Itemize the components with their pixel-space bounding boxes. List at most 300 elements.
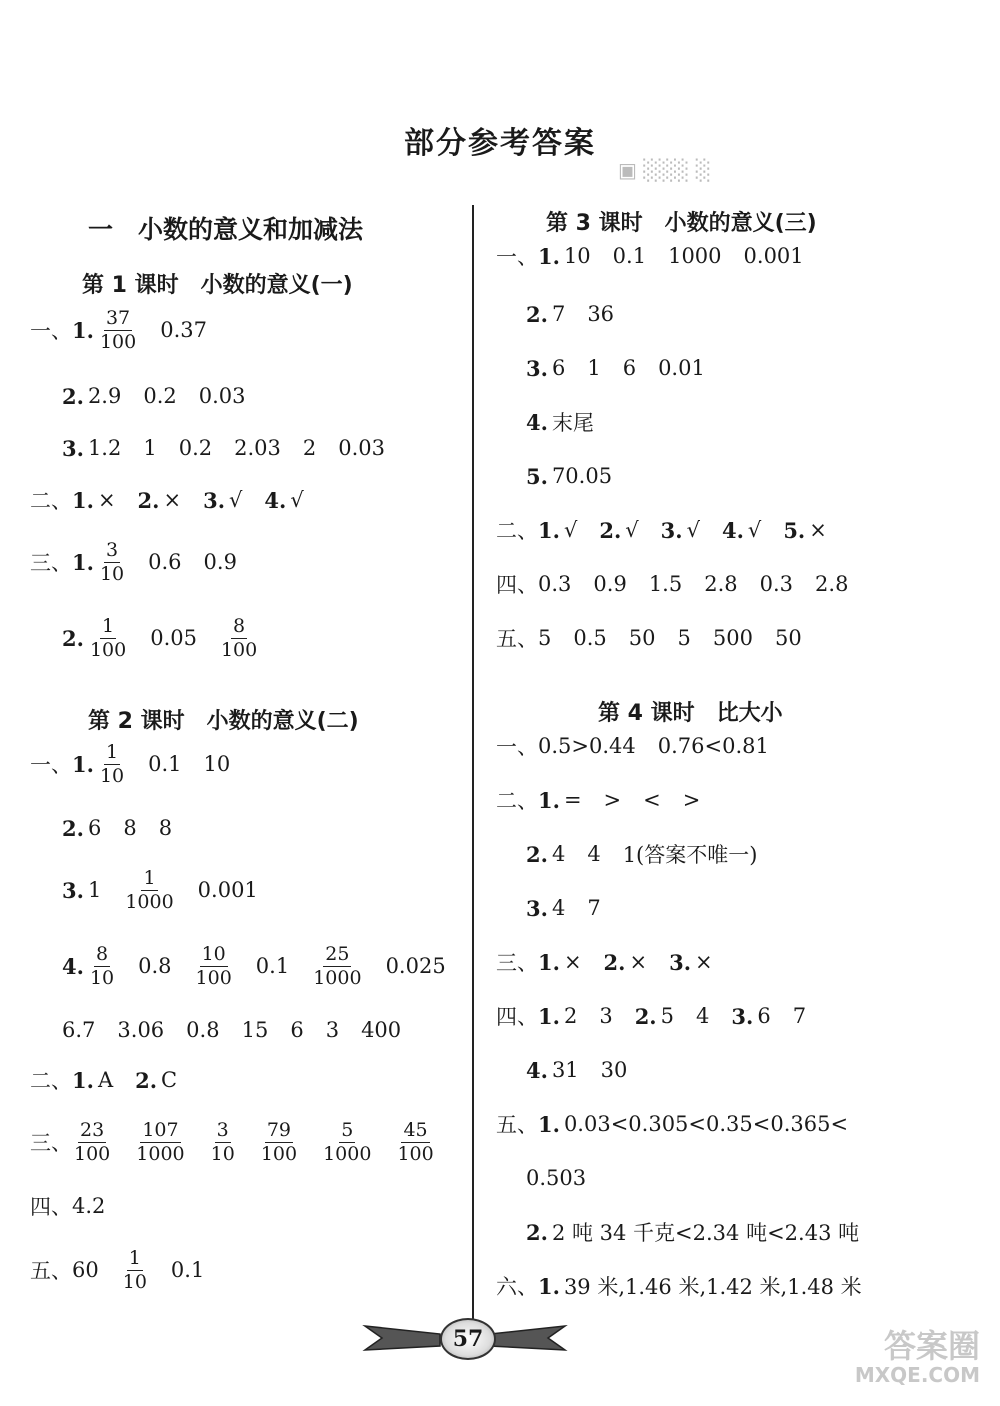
answer-line: [526, 824, 757, 884]
fraction: [98, 306, 138, 353]
answer-line: [496, 770, 700, 830]
answer-token: [526, 1166, 586, 1190]
answer-token: [121, 1246, 149, 1293]
answer-line: [496, 716, 769, 776]
fraction: [134, 1118, 186, 1165]
answer-line: [496, 608, 802, 668]
answer-token: [123, 816, 136, 840]
answer-token: [326, 1018, 339, 1042]
fraction-numerator: 23: [80, 1118, 105, 1141]
answer-value: =: [563, 788, 582, 812]
answer-value: 2.03: [234, 436, 281, 460]
answer-token: [775, 626, 802, 650]
answer-token: [783, 518, 827, 543]
answer-token: [661, 518, 700, 543]
answer-line: [30, 1050, 177, 1110]
answer-token: [601, 1058, 628, 1082]
answer-line: [62, 936, 446, 996]
answer-value: 60: [72, 1258, 99, 1282]
fraction: [123, 866, 175, 913]
question-number: 3.: [669, 949, 692, 975]
answer-value: 0.8: [138, 954, 172, 978]
answer-line: [30, 734, 230, 794]
lesson-1-heading: 第 1 课时 小数的意义(一): [82, 273, 353, 298]
answer-token: [731, 1004, 770, 1029]
answer-line: [30, 470, 304, 530]
answer-value: 0.03: [198, 384, 246, 408]
fraction-numerator: 1: [143, 866, 156, 889]
answer-token: [199, 384, 246, 408]
fraction-denominator: 10: [210, 1142, 235, 1165]
answer-token: [88, 384, 121, 408]
answer-value: ×: [163, 488, 182, 512]
fraction-denominator: 1000: [313, 966, 362, 989]
question-section-label: 五、: [496, 627, 538, 651]
answer-value: 0.8: [186, 1018, 220, 1042]
fraction: [194, 942, 234, 989]
fraction-numerator: 79: [266, 1118, 292, 1141]
fraction: [311, 942, 363, 989]
page-number: 57: [440, 1318, 496, 1360]
answer-value: 6: [87, 816, 102, 840]
fraction-numerator: 1: [128, 1246, 141, 1269]
answer-value: 36: [587, 302, 615, 326]
question-section-label: 四、: [496, 573, 538, 597]
answer-token: [311, 942, 363, 989]
question-number: 3.: [731, 1003, 754, 1029]
question-number: 3.: [526, 895, 548, 921]
fraction-numerator: 3: [105, 538, 119, 561]
answer-value: 0.2: [178, 436, 213, 460]
answer-token: [635, 1004, 674, 1029]
question-number: 2.: [62, 815, 84, 841]
fraction: [395, 1118, 435, 1165]
fraction-numerator: 45: [403, 1118, 428, 1141]
answer-value: 0.01: [658, 356, 705, 380]
question-section-label: 一、: [496, 735, 538, 759]
answer-line: [62, 418, 385, 478]
question-section-label: 五、: [30, 1259, 72, 1283]
answer-value: 6: [622, 356, 637, 380]
answer-token: [643, 788, 661, 812]
answer-token: [564, 1004, 577, 1028]
answer-value: 1: [587, 356, 601, 380]
question-number: 5.: [783, 517, 806, 543]
answer-value: ×: [695, 950, 713, 974]
fraction-denominator: 100: [89, 638, 127, 661]
answer-value: 3.06: [117, 1018, 165, 1042]
answer-token: [160, 318, 207, 342]
fraction-numerator: 107: [142, 1118, 179, 1141]
answer-value: 1(答案不唯一): [622, 843, 758, 867]
answer-token: [658, 356, 705, 380]
answer-token: [552, 302, 565, 326]
answer-line: [30, 1240, 204, 1300]
answer-token: [117, 1018, 164, 1042]
fraction: [121, 1246, 149, 1293]
question-section-label: 一、: [496, 245, 538, 269]
answer-token: [552, 464, 612, 488]
answer-value: 0.9: [203, 550, 237, 574]
fraction-numerator: 25: [325, 942, 350, 965]
watermark-logo: 答案圈: [883, 1326, 980, 1365]
fraction-denominator: 100: [99, 330, 137, 353]
answer-value: 2.8: [815, 572, 849, 596]
answer-value: 0.76<0.81: [657, 734, 769, 758]
answer-token: [150, 626, 197, 650]
question-number: 3.: [526, 355, 548, 381]
answer-token: [599, 1004, 612, 1028]
fraction-denominator: 10: [99, 562, 125, 585]
answer-token: [599, 518, 638, 543]
answer-line: [526, 284, 614, 344]
answer-token: [98, 1068, 113, 1092]
fraction-denominator: 100: [74, 1142, 111, 1165]
answer-token: [259, 1118, 299, 1165]
fraction-numerator: 1: [105, 740, 119, 763]
answer-token: [209, 1118, 237, 1165]
answer-value: 0.6: [148, 550, 182, 574]
answer-token: [194, 942, 234, 989]
answer-token: [538, 572, 571, 596]
answer-value: 0.03<0.305<0.35<0.365<: [563, 1112, 849, 1136]
answer-line: [496, 1256, 862, 1316]
answer-token: [98, 306, 138, 353]
question-number: 1.: [538, 949, 560, 975]
answer-token: [256, 954, 289, 978]
question-number: 1.: [538, 1003, 560, 1029]
question-number: 1.: [538, 787, 560, 813]
fraction-numerator: 8: [233, 614, 246, 637]
answer-value: 50: [774, 626, 802, 650]
answer-token: [138, 488, 182, 513]
answer-value: 500: [712, 626, 753, 650]
question-section-label: 二、: [496, 519, 538, 543]
answer-token: [88, 942, 116, 989]
answer-token: [264, 488, 303, 513]
fraction-numerator: 5: [341, 1118, 354, 1141]
answer-token: [538, 734, 636, 758]
question-number: 2.: [62, 625, 84, 651]
answer-line: [496, 226, 804, 286]
answer-value: 1000: [668, 244, 722, 268]
answer-token: [203, 488, 242, 513]
answer-token: [552, 1217, 859, 1247]
question-number: 4.: [526, 1057, 548, 1083]
fraction-numerator: 8: [95, 942, 109, 965]
answer-value: ×: [563, 950, 582, 974]
answer-line: [496, 986, 806, 1046]
answer-token: [138, 954, 171, 978]
answer-value: C: [161, 1068, 178, 1092]
answer-token: [552, 1058, 579, 1082]
fraction-denominator: 1000: [125, 890, 174, 913]
question-number: 2.: [135, 1067, 158, 1093]
answer-value: 8: [123, 816, 137, 840]
answer-token: [564, 1271, 862, 1301]
fraction-denominator: 100: [397, 1142, 434, 1165]
answer-value: 0.1: [148, 752, 182, 776]
answer-value: 0.1: [255, 954, 290, 978]
answer-token: [204, 752, 231, 776]
answer-line: [526, 1148, 586, 1208]
question-number: 2.: [599, 517, 622, 543]
answer-line: [30, 532, 237, 592]
question-number: 4.: [264, 487, 287, 513]
answer-value: 2: [563, 1004, 578, 1028]
answer-value: 4: [551, 896, 566, 920]
answer-line: [496, 1094, 848, 1154]
answer-value: 6: [757, 1004, 771, 1028]
fraction-denominator: 10: [99, 764, 125, 787]
answer-token: [204, 550, 237, 574]
answer-token: [159, 816, 172, 840]
answer-line: [526, 1040, 627, 1100]
fraction-denominator: 1000: [323, 1142, 372, 1165]
answer-token: [587, 842, 600, 866]
fraction: [88, 614, 128, 661]
answer-token: [123, 866, 175, 913]
question-number: 4.: [62, 953, 84, 979]
answer-token: [98, 740, 126, 787]
answer-value: √: [625, 518, 639, 542]
lesson-4-heading: 第 4 课时 比大小: [598, 701, 783, 726]
answer-token: [669, 950, 713, 975]
answer-value: 70.05: [551, 464, 613, 488]
answer-token: [303, 436, 316, 460]
answer-line: [526, 878, 601, 938]
answer-token: [668, 244, 721, 268]
fraction: [98, 538, 126, 585]
lesson-2-heading: 第 2 课时 小数的意义(二): [88, 709, 359, 734]
answer-value: 5: [660, 1004, 674, 1028]
answer-token: [623, 839, 758, 869]
answer-token: [587, 896, 600, 920]
answer-line: [62, 798, 172, 858]
answer-token: [629, 626, 656, 650]
answer-token: [613, 244, 646, 268]
answer-token: [179, 436, 212, 460]
answer-value: 0.5: [573, 626, 607, 650]
answer-token: [386, 954, 446, 978]
answer-token: [234, 436, 281, 460]
answer-value: 0.3: [538, 572, 572, 596]
answer-token: [72, 1258, 99, 1282]
answer-token: [98, 538, 126, 585]
question-section-label: 六、: [496, 1275, 538, 1299]
answer-value: 2.9: [87, 384, 122, 408]
answer-token: [62, 1018, 95, 1042]
answer-line: [526, 338, 705, 398]
question-section-label: 一、: [30, 319, 72, 343]
answer-token: [143, 436, 156, 460]
answer-token: [649, 572, 682, 596]
answer-token: [658, 734, 769, 758]
answer-value: 0.03: [338, 436, 386, 460]
answer-token: [290, 1018, 303, 1042]
answer-value: ×: [809, 518, 827, 542]
question-number: 2.: [603, 949, 626, 975]
answer-token: [587, 356, 600, 380]
answer-token: [793, 1004, 806, 1028]
answer-token: [683, 788, 701, 812]
answer-value: 0.2: [143, 384, 177, 408]
fraction: [259, 1118, 299, 1165]
question-number: 4.: [721, 517, 744, 543]
question-section-label: 二、: [30, 489, 72, 513]
question-section-label: 三、: [30, 1131, 72, 1155]
answer-value: √: [686, 518, 700, 542]
answer-value: 1: [87, 878, 102, 902]
answer-token: [135, 1068, 177, 1093]
answer-token: [88, 436, 121, 460]
answer-token: [696, 1004, 709, 1028]
chapter-heading: 一 小数的意义和加减法: [88, 215, 364, 244]
fraction: [321, 1118, 373, 1165]
fraction-denominator: 100: [195, 966, 232, 989]
answer-line: [496, 932, 713, 992]
question-number: 1.: [72, 487, 94, 513]
question-number: 1.: [538, 1273, 560, 1299]
answer-token: [338, 436, 385, 460]
answer-value: 5: [677, 626, 691, 650]
fraction-denominator: 10: [122, 1270, 147, 1293]
answer-token: [552, 407, 594, 437]
answer-value: 0.1: [170, 1258, 205, 1282]
question-section-label: 一、: [30, 753, 72, 777]
answer-token: [704, 572, 737, 596]
answer-token: [72, 1194, 105, 1218]
answer-value: ×: [629, 950, 648, 974]
fraction: [219, 614, 259, 661]
fraction-numerator: 10: [201, 942, 226, 965]
answer-token: [760, 572, 793, 596]
fraction: [209, 1118, 237, 1165]
question-number: 3.: [62, 877, 84, 903]
question-section-label: 四、: [30, 1195, 72, 1219]
question-number: 2.: [526, 1219, 548, 1245]
answer-token: [88, 614, 128, 661]
lesson-3-heading: 第 3 课时 小数的意义(三): [546, 211, 817, 236]
question-section-label: 四、: [496, 1005, 538, 1029]
answer-value: 0.1: [612, 244, 647, 268]
question-number: 1.: [72, 549, 94, 575]
question-section-label: 二、: [496, 789, 538, 813]
answer-token: [98, 488, 116, 512]
answer-token: [564, 788, 582, 812]
question-number: 1.: [72, 317, 94, 343]
answer-line: [30, 300, 207, 360]
question-section-label: 二、: [30, 1069, 72, 1093]
answer-value: >: [682, 788, 701, 812]
answer-value: ×: [97, 488, 116, 512]
watermark-url: MXQE.COM: [854, 1363, 980, 1387]
answer-line: [62, 608, 259, 668]
question-number: 3.: [203, 487, 226, 513]
fraction: [72, 1118, 112, 1165]
answer-value: 8: [158, 816, 173, 840]
answer-token: [198, 878, 258, 902]
page-title: 部分参考答案: [404, 126, 596, 161]
answer-value: 末尾: [551, 411, 594, 435]
question-section-label: 五、: [496, 1113, 538, 1137]
answer-value: 4: [696, 1004, 710, 1028]
answer-value: √: [747, 518, 762, 542]
answer-value: 10: [563, 244, 591, 268]
column-divider: [472, 205, 474, 1320]
answer-value: 0.025: [385, 954, 446, 978]
fraction-denominator: 1000: [136, 1142, 185, 1165]
question-number: 1.: [538, 517, 560, 543]
answer-token: [552, 896, 565, 920]
answer-token: [552, 356, 565, 380]
answer-value: 2: [302, 436, 317, 460]
answer-value: 50: [628, 626, 656, 650]
answer-token: [143, 384, 176, 408]
answer-value: 2.8: [704, 572, 738, 596]
answer-value: 39 米,1.46 米,1.42 米,1.48 米: [563, 1275, 862, 1299]
answer-token: [219, 614, 259, 661]
answer-value: 4: [587, 842, 601, 866]
answer-token: [148, 752, 181, 776]
answer-value: A: [97, 1068, 114, 1092]
fraction: [98, 740, 126, 787]
answer-value: 31: [551, 1058, 579, 1082]
answer-token: [552, 842, 565, 866]
fraction-denominator: 100: [220, 638, 258, 661]
answer-value: 2 吨 34 千克<2.34 吨<2.43 吨: [551, 1221, 860, 1245]
question-section-label: 三、: [30, 551, 72, 575]
question-number: 2.: [634, 1003, 657, 1029]
answer-value: 15: [241, 1018, 269, 1042]
question-number: 2.: [526, 841, 548, 867]
answer-token: [564, 244, 591, 268]
answer-value: >: [603, 788, 622, 812]
answer-value: 0.001: [743, 244, 804, 268]
answer-token: [361, 1018, 401, 1042]
answer-token: [186, 1018, 219, 1042]
answer-value: 4: [551, 842, 566, 866]
answer-value: 5: [538, 626, 552, 650]
answer-token: [72, 1118, 112, 1165]
answer-value: 6: [290, 1018, 304, 1042]
answer-line: [30, 1176, 105, 1236]
answer-value: 1: [143, 436, 157, 460]
answer-value: 0.001: [197, 878, 258, 902]
answer-token: [604, 950, 648, 975]
answer-token: [604, 788, 622, 812]
fraction-numerator: 1: [102, 614, 115, 637]
answer-value: 30: [600, 1058, 628, 1082]
watermark: [854, 1326, 980, 1387]
answer-value: 0.503: [526, 1166, 587, 1190]
answer-value: √: [229, 488, 243, 512]
answer-value: 1.5: [648, 572, 683, 596]
answer-value: 0.9: [593, 572, 627, 596]
answer-token: [134, 1118, 186, 1165]
answer-token: [88, 878, 101, 902]
answer-line: [526, 446, 612, 506]
answer-token: [593, 572, 626, 596]
answer-token: [395, 1118, 435, 1165]
question-number: 3.: [62, 435, 84, 461]
answer-token: [564, 1112, 848, 1136]
answer-value: √: [290, 488, 304, 512]
answer-value: 4.2: [72, 1194, 106, 1218]
answer-token: [722, 518, 761, 543]
answer-value: 1.2: [87, 436, 122, 460]
answer-line: [62, 860, 258, 920]
